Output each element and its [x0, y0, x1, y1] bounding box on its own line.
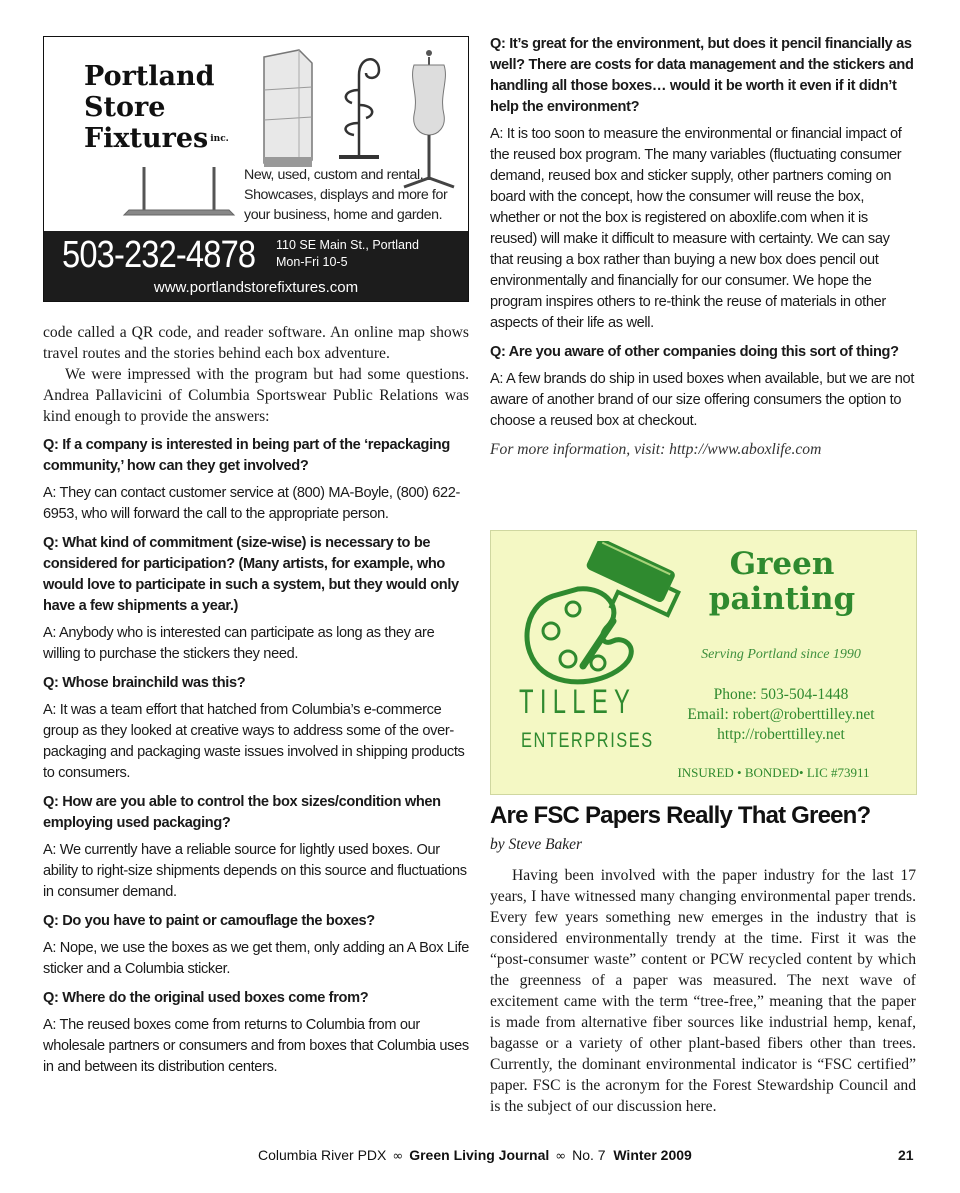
- ad-website-link[interactable]: www.portlandstorefixtures.com: [153, 279, 359, 296]
- tilley-brand-subtitle: ENTERPRISES: [521, 729, 654, 752]
- left-column: [43, 322, 469, 1078]
- logo-line: Portland: [84, 61, 215, 92]
- footer-publication-line: [258, 1147, 692, 1164]
- glass-showcase-icon: [264, 50, 312, 167]
- logo-line: Fixtures inc.: [84, 123, 229, 154]
- answer: A: We currently have a reliable source for lightly used boxes. Our ability to right-size shipments depends on this source and fluctuations in consumer demand.: [43, 842, 467, 900]
- jewelry-stand-icon: [339, 59, 379, 157]
- article-title: Are FSC Papers Really That Green?: [490, 802, 871, 829]
- ad-title: [697, 547, 867, 617]
- footer-season: Winter 2009: [613, 1147, 692, 1163]
- logo-inc: inc.: [210, 134, 229, 144]
- ad-title-line: Green: [729, 546, 835, 582]
- question: Q: Where do the original used boxes come from?: [43, 990, 369, 1006]
- question: Q: Whose brainchild was this?: [43, 675, 246, 691]
- ad-website-link[interactable]: http://roberttilley.net: [717, 726, 845, 743]
- description-line: New, used, custom and rental.: [244, 167, 424, 183]
- answer: A: It is too soon to measure the environmental or financial impact of the reused box program. The many variables (fluctuating consumer demand, reused box and sticker supply, other partners coming on board with the concept, how the consumer will reuse the box, whether or not the box is registered on aboxlife.com when it is reused) will make it difficult to measure with certainty. We can say that reusing a box rather than buying a new box does pencil out environmentally and financially for our consumer. We hope the program inspires others to re-think the reuse of materials in other aspects of their life as well.: [490, 126, 902, 331]
- ad-address-block: [276, 237, 419, 271]
- footer-journal: Green Living Journal: [409, 1147, 550, 1163]
- ad-hours: Mon-Fri 10-5: [276, 255, 348, 269]
- ad-title-line: painting: [708, 581, 856, 617]
- tilley-brand-name: TILLEY: [519, 683, 637, 721]
- portland-store-fixtures-ad: [43, 36, 469, 302]
- ad-license-info: INSURED • BONDED• LIC #73911: [677, 765, 870, 780]
- description-line: your business, home and garden.: [244, 207, 443, 223]
- more-info-link[interactable]: For more information, visit: http://www.aboxlife.com: [490, 441, 822, 458]
- footer-issue: No. 7: [572, 1147, 606, 1163]
- question: Q: It’s great for the environment, but does it pencil financially as well? There are costs for data management and the stickers and handling all those boxes… would it be worth it even if it didn’t help the environment?: [490, 36, 914, 115]
- ad-phone[interactable]: Phone: 503-504-1448: [713, 686, 849, 703]
- answer: A: The reused boxes come from returns to Columbia from our wholesale partners or consumers and from boxes that Columbia uses in and between its distribution centers.: [43, 1017, 469, 1075]
- paint-roller-palette-icon: [513, 541, 683, 691]
- logo-line: Store: [84, 92, 166, 123]
- ad-tagline: Serving Portland since 1990: [701, 647, 861, 662]
- intro-paragraph-2: We were impressed with the program but had some questions. Andrea Pallavicini of Columbia Sportswear Public Relations was kind enough to provide the answers:: [43, 366, 469, 425]
- green-painting-ad: [490, 530, 917, 795]
- footer-publication: Columbia River PDX: [258, 1147, 387, 1163]
- question: Q: How are you able to control the box sizes/condition when employing used packaging?: [43, 794, 441, 831]
- ad-description: [244, 165, 447, 225]
- question: Q: Do you have to paint or camouflage the boxes?: [43, 913, 375, 929]
- right-column: [490, 34, 915, 460]
- ornament-icon: ∞: [555, 1149, 567, 1164]
- answer: A: Nope, we use the boxes as we get them, only adding an A Box Life sticker and a Columbia sticker.: [43, 940, 469, 977]
- description-line: Showcases, displays and more for: [244, 187, 448, 203]
- ad-contact: [661, 685, 901, 745]
- ad-phone[interactable]: 503-232-4878: [62, 234, 256, 276]
- question: Q: If a company is interested in being part of the ‘repackaging community,’ how can they get involved?: [43, 437, 450, 474]
- sign-stand-icon: [124, 167, 234, 215]
- answer: A: They can contact customer service at (800) MA-Boyle, (800) 622-6953, who will forward the call to the appropriate person.: [43, 485, 461, 522]
- ad-address: 110 SE Main St., Portland: [276, 238, 419, 252]
- ad-email-link[interactable]: Email: robert@roberttilley.net: [687, 706, 875, 723]
- answer: A: It was a team effort that hatched from Columbia’s e-commerce group as they looked at creative ways to address some of the over-packaging and packaging waste issues involved in shipping products to consumers.: [43, 702, 465, 781]
- article-body: [490, 865, 916, 1117]
- ornament-icon: ∞: [392, 1149, 404, 1164]
- article-paragraph: Having been involved with the paper industry for the last 17 years, I have witnessed many changing environmental paper trends. Every few years something new emerges in the industry that is considered environmentally trendy at the time. First it was the “post-consumer waste” content or PCW recycled content by which the greenness of a paper was measured. The next wave of excitement came with the term “tree-free,” meaning that the paper is made from alternative fiber sources like industrial hemp, kenaf, bagasse or a variety of other plant-based fibers other than trees. Currently, the dominant environmental indicator is “FSC certified” paper. FSC is the acronym for the Forest Stewardship Council and is the subject of our discussion here.: [490, 867, 916, 1115]
- intro-paragraph: code called a QR code, and reader software. An online map shows travel routes and the stories behind each box adventure.: [43, 324, 469, 362]
- question: Q: Are you aware of other companies doing this sort of thing?: [490, 344, 899, 360]
- page-footer: [0, 1145, 960, 1169]
- question: Q: What kind of commitment (size-wise) is necessary to be considered for participation? (Many artists, for example, who would love to participate in such a system, but they would only have a few shipments a year.): [43, 535, 459, 614]
- page-number: 21: [898, 1147, 914, 1163]
- ad-contact-band: [44, 231, 468, 301]
- article-byline: by Steve Baker: [490, 836, 583, 853]
- answer: A: A few brands do ship in used boxes when available, but we are not aware of another brand of our size offering consumers the option to choose a reused box at checkout.: [490, 371, 915, 429]
- answer: A: Anybody who is interested can participate as long as they are willing to purchase the stickers they need.: [43, 625, 435, 662]
